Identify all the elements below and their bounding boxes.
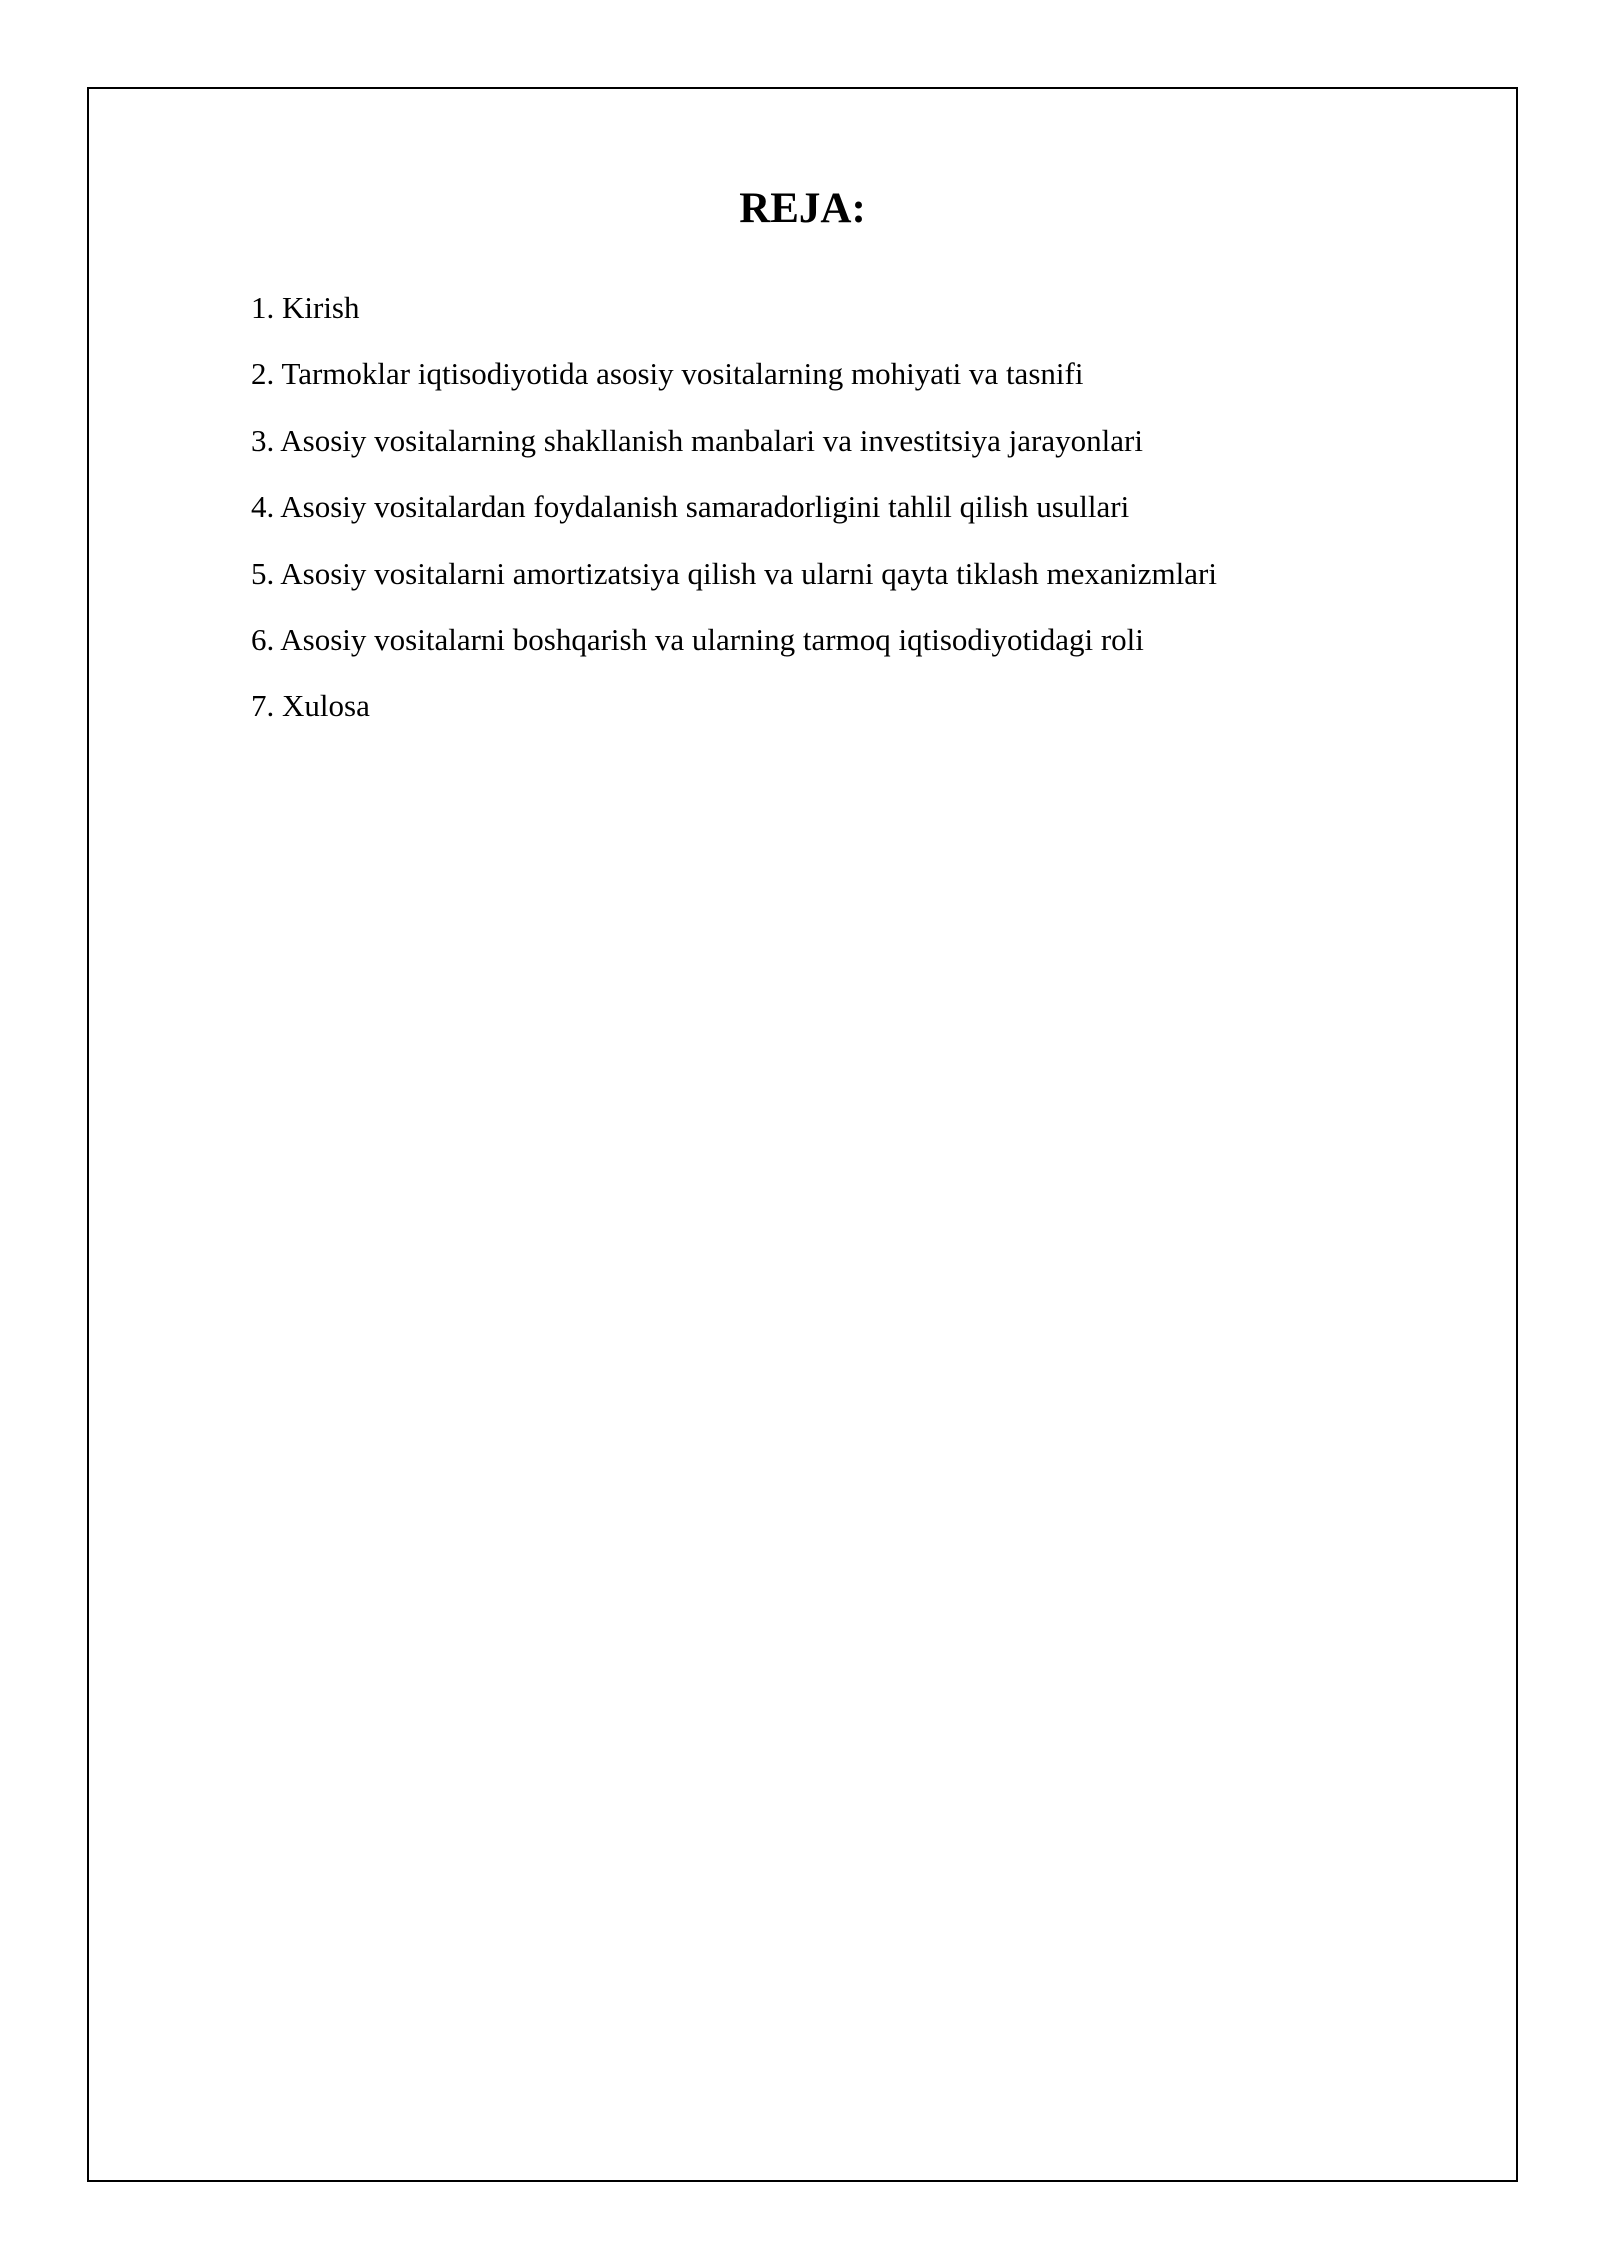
toc-item-number: 7. xyxy=(251,688,275,724)
toc-item-text: Tarmoklar iqtisodiyotida asosiy vositalarning mohiyati va tasnifi xyxy=(281,356,1084,392)
table-of-contents xyxy=(251,292,1217,757)
toc-item-number: 3. xyxy=(251,422,275,458)
toc-item-3 xyxy=(251,422,1217,491)
page-frame xyxy=(87,87,1518,2182)
page-title: REJA: xyxy=(739,185,866,232)
toc-item-text: Xulosa xyxy=(282,688,370,724)
toc-item-text: Asosiy vositalardan foydalanish samaradorligini tahlil qilish usullari xyxy=(280,489,1130,525)
toc-item-number: 6. xyxy=(251,621,275,657)
toc-item-text: Asosiy vositalarni amortizatsiya qilish va ularni qayta tiklash mexanizmlari xyxy=(280,555,1217,591)
toc-item-number: 1. xyxy=(251,290,275,325)
toc-item-4 xyxy=(251,491,1217,557)
toc-item-text: Asosiy vositalarni boshqarish va ularning tarmoq iqtisodiyotidagi roli xyxy=(280,621,1144,657)
toc-item-5 xyxy=(251,555,1217,624)
toc-item-6 xyxy=(251,621,1217,690)
toc-item-number: 5. xyxy=(251,555,275,591)
toc-item-2 xyxy=(251,358,1217,424)
toc-item-number: 2. xyxy=(251,356,275,392)
toc-item-7 xyxy=(251,690,1217,756)
toc-item-text: Asosiy vositalarning shakllanish manbalari va investitsiya jarayonlari xyxy=(280,422,1143,458)
toc-item-text: Kirish xyxy=(282,290,360,325)
toc-item-1 xyxy=(251,292,1217,358)
toc-item-number: 4. xyxy=(251,489,275,525)
